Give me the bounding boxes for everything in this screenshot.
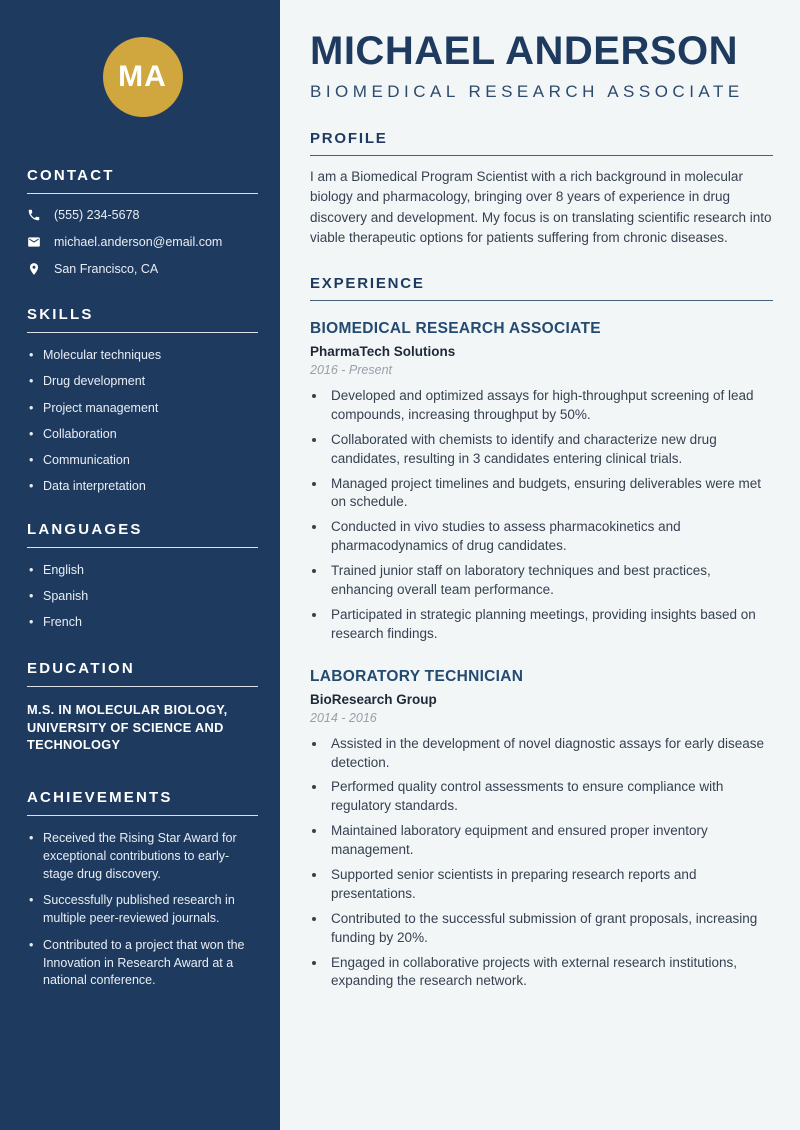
profile-text: I am a Biomedical Program Scientist with a rich background in molecular biology and pharmacology, bringing over 8 years of experience in drug discovery and development. My focus is on translating scientific research into viable therapeutic options for patients suffering from chronic diseases. [310, 169, 772, 245]
skills-heading: SKILLS [27, 306, 258, 333]
profile-section [310, 130, 773, 248]
contact-location: San Francisco, CA [54, 262, 159, 276]
degree-text: M.S. IN MOLECULAR BIOLOGY, UNIVERSITY OF SCIENCE AND TECHNOLOGY [27, 702, 228, 752]
achievement-item: • Successfully published research in multiple peer-reviewed journals. [27, 892, 258, 928]
avatar [103, 37, 183, 117]
job-bullet: • Developed and optimized assays for high-throughput screening of lead compounds, increasing throughput by 50%. [327, 387, 773, 425]
job-bullets [310, 735, 773, 992]
skill-item: • Collaboration [27, 426, 258, 442]
person-title: BIOMEDICAL RESEARCH ASSOCIATE [310, 82, 744, 101]
skills-section [27, 306, 258, 495]
mail-icon [27, 235, 41, 249]
skill-item: • Project management [27, 400, 258, 416]
languages-section [27, 521, 258, 631]
job-bullet: • Engaged in collaborative projects with external research institutions, expanding the research network. [327, 954, 773, 992]
job-bullet: • Maintained laboratory equipment and ensured proper inventory management. [327, 822, 773, 860]
education-heading: EDUCATION [27, 660, 258, 687]
achievements-section [27, 789, 258, 990]
job-dates: 2016 - Present [310, 363, 392, 377]
languages-heading: LANGUAGES [27, 521, 258, 548]
contact-section [27, 167, 258, 276]
job-bullet: • Supported senior scientists in preparing research reports and presentations. [327, 866, 773, 904]
language-item: • English [27, 562, 258, 578]
profile-heading: PROFILE [310, 130, 773, 156]
main-content [280, 0, 800, 1130]
job-bullet: • Performed quality control assessments to ensure compliance with regulatory standards. [327, 778, 773, 816]
job-title: BIOMEDICAL RESEARCH ASSOCIATE [310, 320, 601, 337]
job-bullet: • Trained junior staff on laboratory techniques and best practices, enhancing overall team performance. [327, 562, 773, 600]
skill-item: • Data interpretation [27, 478, 258, 494]
contact-email: michael.anderson@email.com [54, 235, 223, 249]
contact-phone: (555) 234-5678 [54, 208, 140, 222]
contact-row-location [27, 262, 258, 276]
job-bullets [310, 387, 773, 644]
person-name: MICHAEL ANDERSON [310, 29, 739, 73]
contact-row-email [27, 235, 258, 249]
achievement-item: • Contributed to a project that won the Innovation in Research Award at a national conference. [27, 937, 258, 990]
achievements-heading: ACHIEVEMENTS [27, 789, 258, 816]
job-entry [310, 320, 773, 644]
experience-heading: EXPERIENCE [310, 275, 773, 301]
contact-heading: CONTACT [27, 167, 258, 194]
sidebar [0, 0, 280, 1130]
job-company: PharmaTech Solutions [310, 344, 456, 359]
experience-section [310, 275, 773, 991]
location-icon [27, 262, 41, 276]
achievement-item: • Received the Rising Star Award for exceptional contributions to early-stage drug discovery. [27, 830, 258, 883]
languages-list [27, 562, 258, 631]
job-title: LABORATORY TECHNICIAN [310, 667, 524, 685]
achievements-list [27, 830, 258, 990]
language-item: • Spanish [27, 588, 258, 604]
skills-list [27, 347, 258, 495]
skill-item: • Molecular techniques [27, 347, 258, 363]
job-bullet: • Managed project timelines and budgets, ensuring deliverables were met on schedule. [327, 475, 773, 513]
job-bullet: • Collaborated with chemists to identify and characterize new drug candidates, resulting in 3 candidates entering clinical trials. [327, 431, 773, 469]
job-entry [310, 668, 773, 992]
phone-icon [27, 208, 41, 222]
job-bullet: • Conducted in vivo studies to assess pharmacokinetics and pharmacodynamics of drug candidates. [327, 518, 773, 556]
job-bullet: • Contributed to the successful submission of grant proposals, increasing funding by 20%. [327, 910, 773, 948]
language-item: • French [27, 614, 258, 630]
skill-item: • Communication [27, 452, 258, 468]
job-bullet: • Participated in strategic planning meetings, providing insights based on research findings. [327, 606, 773, 644]
avatar-initials: MA [118, 60, 167, 93]
education-section [27, 660, 258, 753]
contact-row-phone [27, 208, 258, 222]
job-dates: 2014 - 2016 [310, 710, 377, 725]
job-company: BioResearch Group [310, 691, 437, 707]
job-bullet: • Assisted in the development of novel diagnostic assays for early disease detection. [327, 735, 773, 773]
skill-item: • Drug development [27, 373, 258, 389]
